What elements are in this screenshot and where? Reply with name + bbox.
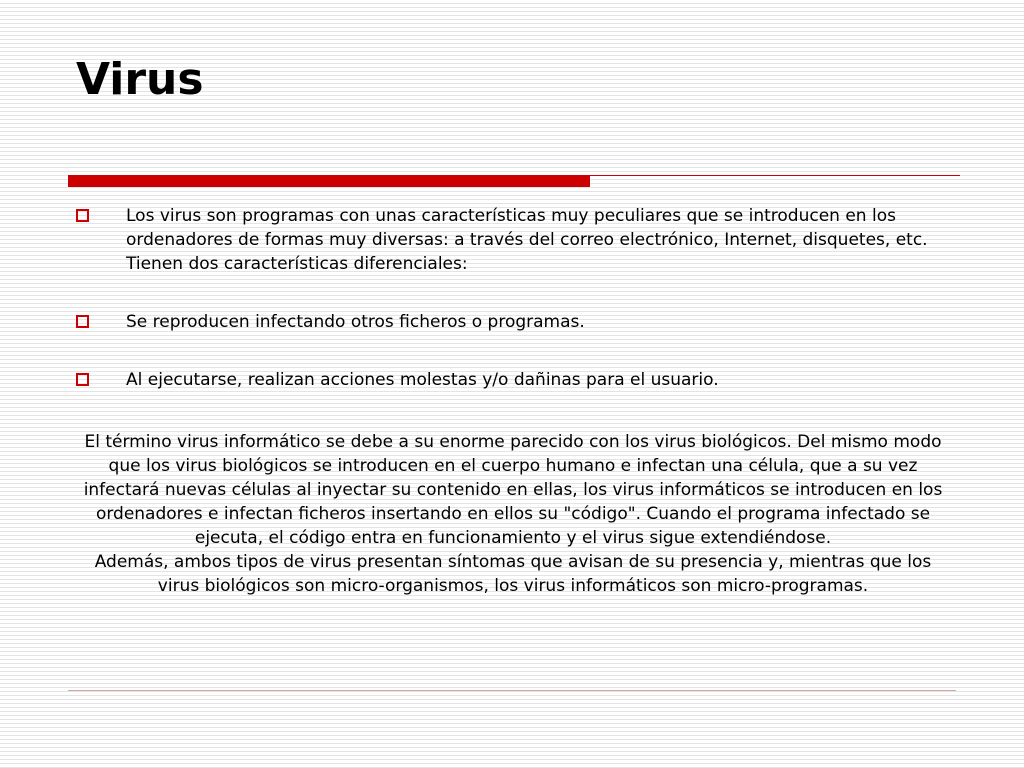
bullet-list bbox=[76, 204, 936, 392]
body-paragraph: Además, ambos tipos de virus presentan síntomas que avisan de su presencia y, mientras que los virus biológicos son micro-organismos, los virus informáticos son micro-programas. bbox=[94, 552, 932, 596]
square-bullet-icon bbox=[76, 373, 89, 386]
title-divider-thick bbox=[68, 175, 590, 187]
square-bullet-icon bbox=[76, 209, 89, 222]
footer-divider bbox=[68, 690, 956, 691]
bullet-item bbox=[76, 368, 936, 392]
slide-title: Virus bbox=[76, 54, 204, 105]
bullet-text: Al ejecutarse, realizan acciones molestas y/o dañinas para el usuario. bbox=[126, 370, 719, 390]
title-divider-thin bbox=[590, 175, 960, 176]
body-text-block bbox=[76, 430, 950, 598]
bullet-text: Se reproducen infectando otros ficheros o programas. bbox=[126, 312, 585, 332]
bullet-item bbox=[76, 310, 936, 334]
body-paragraph: El término virus informático se debe a su enorme parecido con los virus biológicos. Del mismo modo que los virus biológicos se introducen en el cuerpo humano e infectan una célula, que a su vez infectará nuevas células al inyectar su contenido en ellas, los virus informáticos se introducen en los ordenadores e infectan ficheros insertando en ellos su "código". Cuando el programa infectado se ejecuta, el código entra en funcionamiento y el virus sigue extendiéndose. bbox=[83, 432, 943, 548]
bullet-text: Los virus son programas con unas características muy peculiares que se introducen en los ordenadores de formas muy diversas: a través del correo electrónico, Internet, disquetes, etc. Tienen dos características diferenciales: bbox=[126, 206, 928, 274]
square-bullet-icon bbox=[76, 315, 89, 328]
bullet-item bbox=[76, 204, 936, 276]
